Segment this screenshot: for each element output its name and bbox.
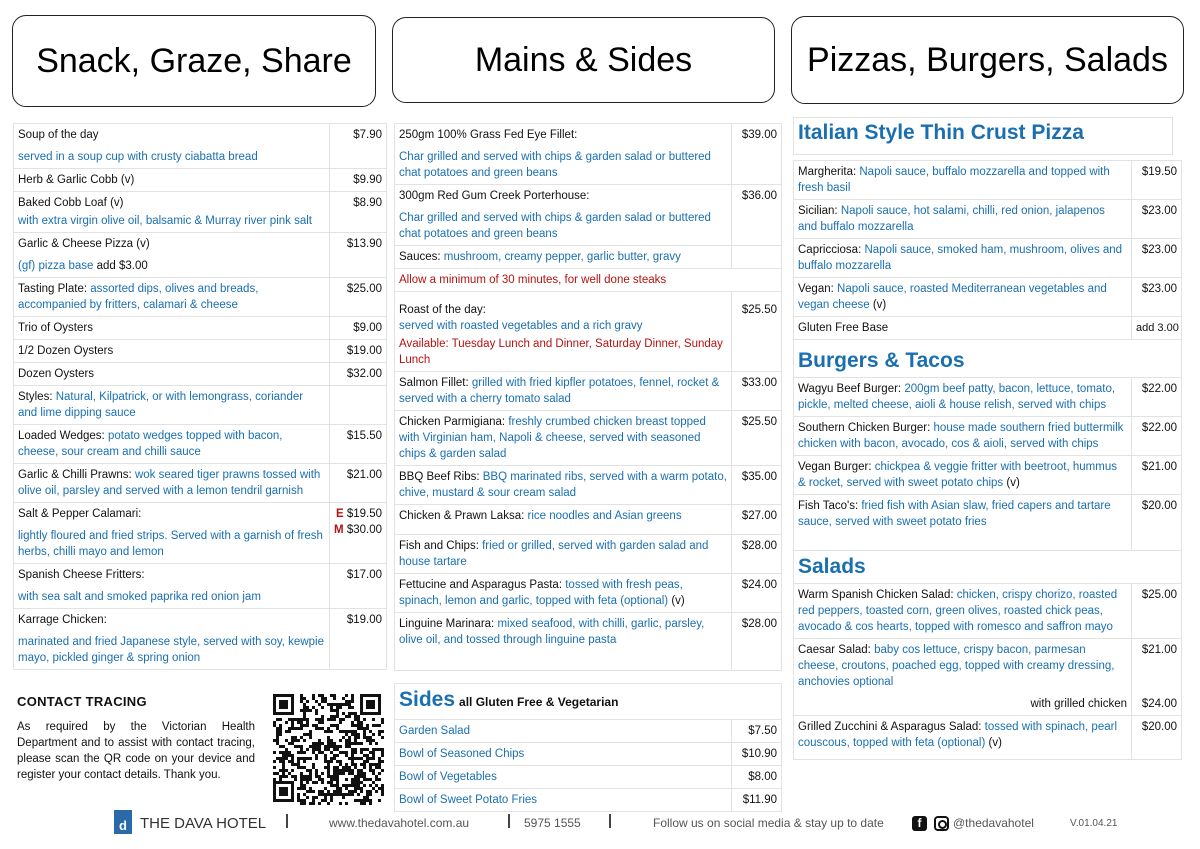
item-price: $19.00: [330, 609, 387, 670]
menu-item: [14, 317, 387, 340]
item-price: add 3.00: [1132, 317, 1182, 340]
menu-item: [395, 292, 782, 372]
item-price: $23.00: [1132, 200, 1182, 239]
item-name: Roast of the day:: [399, 304, 486, 316]
menu-item: [14, 192, 387, 233]
item-name: Dozen Oysters: [18, 368, 95, 380]
salads-section-title: Salads: [798, 555, 866, 578]
version-label: V.01.04.21: [1070, 818, 1118, 829]
item-price: $8.90: [330, 192, 387, 233]
item-name: Soup of the day: [18, 129, 99, 141]
side-item: [395, 743, 782, 766]
sides-subtitle: all Gluten Free & Vegetarian: [459, 695, 619, 709]
item-price: $22.00: [1132, 378, 1182, 417]
item-availability: Available: Tuesday Lunch and Dinner, Saturday Dinner, Sunday Lunch: [399, 338, 723, 366]
mains-menu-table: [394, 123, 782, 671]
steak-note: Allow a minimum of 30 minutes, for well done steaks: [399, 274, 667, 286]
facebook-icon[interactable]: f: [912, 816, 927, 831]
item-desc-tail: add $3.00: [93, 260, 148, 272]
item-desc: house made southern fried buttermilk chicken with bacon, avocado, cos & aioli, served with chips: [798, 422, 1124, 450]
item-name: Salt & Pepper Calamari:: [18, 508, 142, 520]
item-name: Southern Chicken Burger:: [798, 422, 931, 434]
menu-item: [14, 425, 387, 464]
price-entree: $19.50: [346, 508, 382, 520]
item-name: 300gm Red Gum Creek Porterhouse:: [399, 190, 590, 202]
menu-item: [794, 317, 1182, 340]
menu-item: [395, 185, 782, 246]
qr-code[interactable]: [273, 694, 384, 805]
item-price: $28.00: [732, 535, 782, 574]
item-desc: Napoli sauce, roasted Mediterranean vegetables and vegan cheese: [798, 283, 1107, 311]
footer: [0, 810, 1200, 840]
item-price: $39.00: [732, 124, 782, 185]
phone-number[interactable]: 5975 1555: [524, 816, 581, 830]
side-item: [395, 720, 782, 743]
item-name: Spanish Cheese Fritters:: [18, 569, 145, 581]
item-name: Margherita:: [798, 166, 857, 178]
menu-item: [395, 124, 782, 185]
menu-item: [794, 639, 1182, 716]
item-price: $25.50: [732, 411, 782, 466]
item-price: $7.50: [732, 720, 782, 743]
menu-item: [794, 456, 1182, 495]
item-desc: BBQ marinated ribs, served with a warm potato, chive, mustard & sour cream salad: [399, 471, 727, 499]
menu-note: [395, 269, 782, 292]
item-extra: with grilled chicken: [1030, 698, 1127, 710]
menu-item: [14, 233, 387, 278]
item-desc: mixed seafood, with chilli, garlic, parsley, olive oil, and tossed through linguine pasta: [399, 618, 705, 646]
instagram-icon[interactable]: [934, 816, 949, 831]
item-desc: wok seared tiger prawns tossed with olive oil, parsley and served with a lemon tendril garnish: [18, 469, 321, 497]
item-desc: served in a soup cup with crusty ciabatta bread: [18, 151, 258, 163]
item-name: Vegan Burger:: [798, 461, 872, 473]
item-price: $20.00: [1132, 495, 1182, 551]
menu-item: [794, 378, 1182, 417]
item-desc: grilled with fried kipfler potatoes, fennel, rocket & served with a cherry tomato salad: [399, 377, 720, 405]
dava-logo-icon: d: [114, 810, 132, 834]
contact-body: As required by the Victorian Health Department and to assist with contact tracing, please scan the QR code on your device and register your contact details. Thank you.: [17, 721, 255, 781]
item-price: $15.50: [330, 425, 387, 464]
item-tail: (v): [985, 737, 1002, 749]
item-desc: potato wedges topped with bacon, cheese, sour cream and chilli sauce: [18, 430, 283, 458]
menu-item: [395, 466, 782, 505]
item-price: $28.00: [732, 613, 782, 671]
item-price: $23.00: [1132, 278, 1182, 317]
item-price: $33.00: [732, 372, 782, 411]
menu-item: [14, 363, 387, 386]
menu-item: [794, 716, 1182, 760]
price-main-label: M: [334, 524, 344, 536]
item-price: $11.90: [732, 789, 782, 812]
item-name: Loaded Wedges:: [18, 430, 105, 442]
side-item: [395, 766, 782, 789]
item-desc: chickpea & veggie fritter with beetroot, hummus & rocket, served with sweet potato chips: [798, 461, 1117, 489]
menu-item: [14, 169, 387, 192]
item-price: $19.00: [330, 340, 387, 363]
item-desc: (gf) pizza base: [18, 260, 94, 272]
item-price: $25.00: [330, 278, 387, 317]
menu-item: [794, 278, 1182, 317]
item-name: Bowl of Vegetables: [399, 771, 497, 783]
social-handle[interactable]: @thedavahotel: [953, 816, 1034, 830]
item-name: Wagyu Beef Burger:: [798, 383, 902, 395]
item-price: $17.00: [330, 564, 387, 609]
item-desc: baby cos lettuce, crispy bacon, parmesan cheese, croutons, poached egg, topped with creamy dressing, anchovies optional: [798, 644, 1115, 688]
item-name: Warm Spanish Chicken Salad:: [798, 589, 954, 601]
pizza-burgers-salads-table: [793, 160, 1182, 760]
menu-item: [14, 564, 387, 609]
item-desc: Napoli sauce, smoked ham, mushroom, olives and buffalo mozzarella: [798, 244, 1123, 272]
item-price: $23.00: [1132, 239, 1182, 278]
item-price: $25.00: [1132, 584, 1182, 639]
menu-item: [794, 417, 1182, 456]
item-desc: served with roasted vegetables and a rich gravy: [399, 320, 643, 332]
item-name: Sauces:: [399, 251, 441, 263]
item-desc: Char grilled and served with chips & garden salad or buttered chat potatoes and green beans: [399, 151, 711, 179]
menu-item: [14, 124, 387, 169]
social-text: Follow us on social media & stay up to date: [653, 816, 884, 830]
item-price: $24.00: [732, 574, 782, 613]
item-desc: assorted dips, olives and breads, accompanied by fritters, calamari & cheese: [18, 283, 259, 311]
price-main: $30.00: [346, 524, 382, 536]
item-price: $9.90: [330, 169, 387, 192]
price-entree-label: E: [335, 508, 344, 520]
item-price: $36.00: [732, 185, 782, 246]
item-price: [732, 246, 782, 269]
item-name: Tasting Plate: [18, 283, 84, 295]
item-name: Garlic & Chilli Prawns:: [18, 469, 132, 481]
item-desc: with sea salt and smoked paprika red onion jam: [18, 591, 261, 603]
contact-tracing: [17, 694, 255, 783]
item-desc: rice noodles and Asian greens: [527, 510, 682, 522]
item-desc: Napoli sauce, buffalo mozzarella and topped with fresh basil: [798, 166, 1110, 194]
header-pizzas-burgers-salads: Pizzas, Burgers, Salads: [791, 16, 1184, 104]
salads-header: [794, 551, 1182, 584]
burgers-header: [794, 340, 1182, 378]
menu-item: [14, 464, 387, 503]
item-price: $19.50: [1132, 161, 1182, 200]
website-link[interactable]: www.thedavahotel.com.au: [329, 816, 470, 830]
item-desc: 200gm beef patty, bacon, lettuce, tomato, pickle, melted cheese, aioli & house relish, served with chips: [798, 383, 1116, 411]
item-name-tail: :: [83, 283, 88, 295]
menu-item: [395, 574, 782, 613]
item-name: Garden Salad: [399, 725, 470, 737]
menu-item: [395, 246, 782, 269]
item-desc: tossed with spinach, pearl couscous, topped with feta (optional): [798, 721, 1117, 749]
menu-item: [14, 340, 387, 363]
menu-item: [395, 411, 782, 466]
item-price: $22.00: [1132, 417, 1182, 456]
item-desc: Natural, Kilpatrick, or with lemongrass, coriander and lime dipping sauce: [18, 391, 304, 419]
item-desc: tossed with fresh peas, spinach, lemon and garlic, topped with feta (optional): [399, 579, 683, 607]
item-desc: marinated and fried Japanese style, served with soy, kewpie mayo, pickled ginger & spring onion: [18, 636, 324, 664]
item-name: Chicken & Prawn Laksa:: [399, 510, 525, 522]
menu-item: [794, 495, 1182, 551]
header-snack-graze-share: Snack, Graze, Share: [12, 15, 376, 107]
item-name: Linguine Marinara:: [399, 618, 495, 630]
item-name: Chicken Parmigiana:: [399, 416, 506, 428]
item-name: Karrage Chicken:: [18, 614, 107, 626]
item-name: Herb & Garlic Cobb (v): [18, 174, 135, 186]
item-price: [330, 386, 387, 425]
item-price: $32.00: [330, 363, 387, 386]
sides-title: Sides: [399, 688, 456, 711]
item-price: $8.00: [732, 766, 782, 789]
item-price: $21.00: [1141, 644, 1177, 656]
menu-item: [794, 200, 1182, 239]
menu-item: [794, 584, 1182, 639]
item-desc: chicken, crispy chorizo, roasted red peppers, toasted corn, green olives, roasted chick peas, avocado & cos hearts, topped with romesco and saffron mayo: [798, 589, 1118, 633]
item-extra-price: $24.00: [1141, 698, 1177, 710]
item-name: Capricciosa:: [798, 244, 862, 256]
item-name: Gluten Free Base: [798, 322, 889, 334]
item-desc: Char grilled and served with chips & garden salad or buttered chat potatoes and green beans: [399, 212, 711, 240]
item-name: Fettucine and Asparagus Pasta:: [399, 579, 563, 591]
item-name: Garlic & Cheese Pizza (v): [18, 238, 150, 250]
brand-name: THE DAVA HOTEL: [140, 815, 267, 832]
item-name: 250gm 100% Grass Fed Eye Fillet:: [399, 129, 578, 141]
item-tail: (v): [668, 595, 685, 607]
item-price: $35.00: [732, 466, 782, 505]
header-mains-sides: Mains & Sides: [392, 17, 775, 103]
menu-item: [14, 386, 387, 425]
menu-item: [395, 613, 782, 671]
menu-item: [395, 505, 782, 535]
item-name: Styles:: [18, 391, 53, 403]
item-desc: freshly crumbed chicken breast topped with Virginian ham, Napoli & cheese, served with seasoned chips & garden salad: [399, 416, 706, 460]
item-price: $21.00: [330, 464, 387, 503]
item-name: Sicilian:: [798, 205, 838, 217]
item-name: Bowl of Seasoned Chips: [399, 748, 525, 760]
item-desc: lightly floured and fried strips. Served with a garnish of fresh herbs, chilli mayo and lemon: [18, 530, 323, 558]
item-desc: fried or grilled, served with garden salad and house tartare: [399, 540, 709, 568]
menu-item: [794, 239, 1182, 278]
item-price: $27.00: [732, 505, 782, 535]
item-name: BBQ Beef Ribs:: [399, 471, 480, 483]
item-name: Fish Taco's:: [798, 500, 859, 512]
menu-item: [794, 161, 1182, 200]
menu-item: [14, 503, 387, 564]
item-name: Fish and Chips:: [399, 540, 479, 552]
menu-item: [14, 278, 387, 317]
item-tail: (v): [869, 299, 887, 311]
item-name: Baked Cobb Loaf (v): [18, 197, 124, 209]
side-item: [395, 789, 782, 812]
item-name: Vegan:: [798, 283, 834, 295]
item-desc: mushroom, creamy pepper, garlic butter, gravy: [443, 251, 681, 263]
item-price: $10.90: [732, 743, 782, 766]
menu-item: [395, 535, 782, 574]
item-desc: with extra virgin olive oil, balsamic & Murray river pink salt: [18, 215, 312, 227]
burgers-section-title: Burgers & Tacos: [798, 349, 965, 372]
menu-item: [14, 609, 387, 670]
item-tail: (v): [1003, 477, 1020, 489]
snack-menu-table: [13, 123, 387, 670]
item-name: Grilled Zucchini & Asparagus Salad:: [798, 721, 982, 733]
item-price: $21.00: [1132, 456, 1182, 495]
item-price: $20.00: [1132, 716, 1182, 760]
item-name: Trio of Oysters: [18, 322, 93, 334]
pizza-section-title: Italian Style Thin Crust Pizza: [793, 117, 1173, 155]
item-price: $25.50: [732, 292, 782, 372]
item-desc: fried fish with Asian slaw, fried capers and tartare sauce, served with sweet potato fries: [798, 500, 1111, 528]
contact-title: CONTACT TRACING: [17, 694, 147, 709]
item-name: 1/2 Dozen Oysters: [18, 345, 114, 357]
item-name: Bowl of Sweet Potato Fries: [399, 794, 538, 806]
item-price: $9.00: [330, 317, 387, 340]
item-price: $7.90: [330, 124, 387, 169]
item-desc: Napoli sauce, hot salami, chilli, red onion, jalapenos and buffalo mozzarella: [798, 205, 1105, 233]
item-price: $13.90: [330, 233, 387, 278]
sides-menu-table: [394, 683, 782, 812]
menu-item: [395, 372, 782, 411]
sides-header: [395, 684, 782, 720]
item-name: Salmon Fillet:: [399, 377, 469, 389]
item-name: Caesar Salad:: [798, 644, 871, 656]
